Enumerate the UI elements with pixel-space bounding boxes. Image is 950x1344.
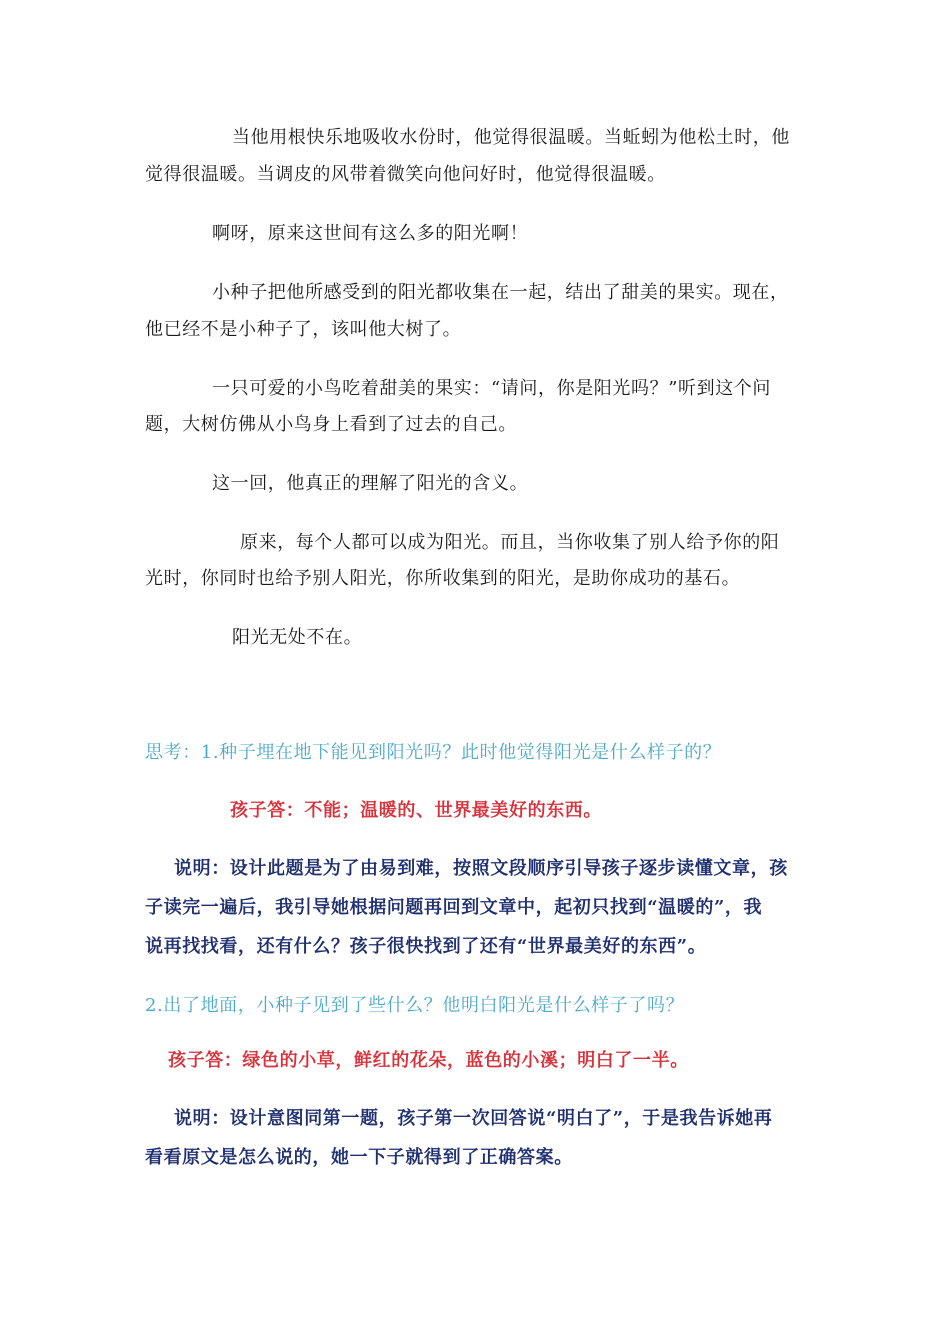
story-paragraph-1-line-1: 当他用根快乐地吸收水份时，他觉得很温暖。当蚯蚓为他松土时，他 xyxy=(232,127,790,148)
note-1-line-2: 子读完一遍后，我引导她根据问题再回到文章中，起初只找到“温暖的”，我 xyxy=(145,897,763,918)
note-2-line-1: 说明：设计意图同第一题，孩子第一次回答说“明白了”，于是我告诉她再 xyxy=(174,1108,773,1129)
story-paragraph-6-line-1: 原来，每个人都可以成为阳光。而且，当你收集了别人给予你的阳 xyxy=(240,532,780,553)
note-2-line-2: 看看原文是怎么说的，她一下子就得到了正确答案。 xyxy=(145,1147,573,1168)
story-paragraph-6-line-2: 光时，你同时也给予别人阳光，你所收集到的阳光，是助你成功的基石。 xyxy=(145,568,741,589)
answer-2: 孩子答：绿色的小草，鲜红的花朵，蓝色的小溪；明白了一半。 xyxy=(168,1050,689,1071)
story-paragraph-3-line-2: 他已经不是小种子了，该叫他大树了。 xyxy=(145,319,462,340)
story-paragraph-2: 啊呀，原来这世间有这么多的阳光啊！ xyxy=(212,223,529,244)
question-2: 2.出了地面，小种子见到了些什么？他明白阳光是什么样子了吗？ xyxy=(145,995,685,1016)
story-paragraph-3-line-1: 小种子把他所感受到的阳光都收集在一起，结出了甜美的果实。现在， xyxy=(212,282,789,303)
story-paragraph-4-line-1: 一只可爱的小鸟吃着甜美的果实：“请问，你是阳光吗？”听到这个问 xyxy=(212,378,772,399)
story-paragraph-1-line-2: 觉得很温暖。当调皮的风带着微笑向他问好时，他觉得很温暖。 xyxy=(145,164,666,185)
note-1-line-3: 说再找找看，还有什么？孩子很快找到了还有“世界最美好的东西”。 xyxy=(145,936,707,957)
story-paragraph-7: 阳光无处不在。 xyxy=(232,627,363,648)
note-1-line-1: 说明：设计此题是为了由易到难，按照文段顺序引导孩子逐步读懂文章，孩 xyxy=(174,858,788,879)
question-1: 思考：1.种子埋在地下能见到阳光吗？此时他觉得阳光是什么样子的？ xyxy=(145,742,722,763)
answer-1: 孩子答：不能；温暖的、世界最美好的东西。 xyxy=(230,800,602,821)
story-paragraph-4-line-2: 题，大树仿佛从小鸟身上看到了过去的自己。 xyxy=(145,414,517,435)
story-paragraph-5: 这一回，他真正的理解了阳光的含义。 xyxy=(212,473,529,494)
